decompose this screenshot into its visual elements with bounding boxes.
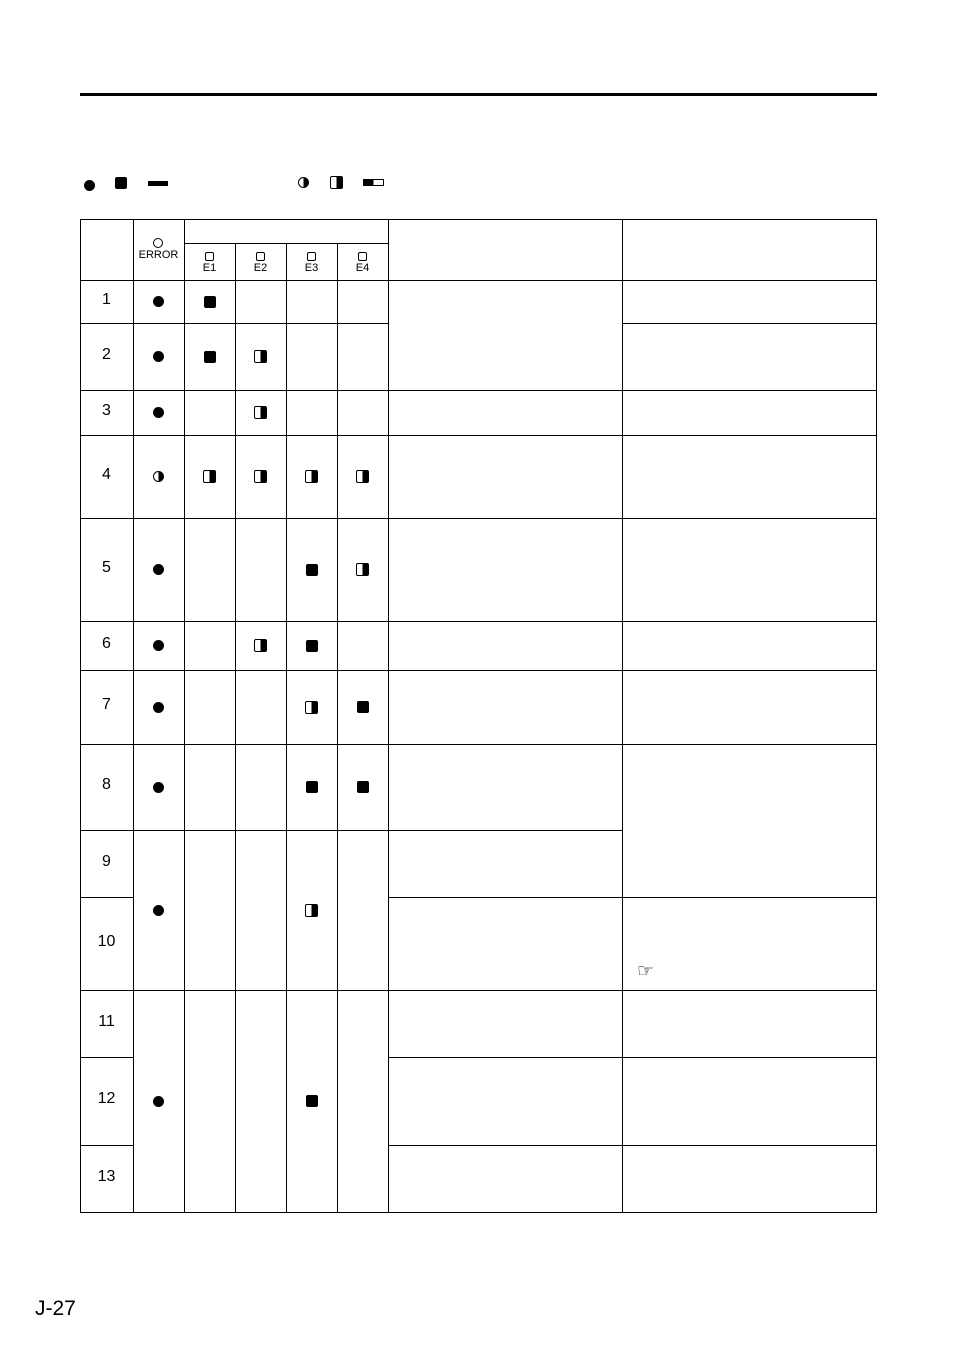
flashing-square-icon <box>254 406 267 419</box>
column-rule <box>622 219 623 1213</box>
row-rule <box>388 670 623 671</box>
lit-square-icon <box>204 351 216 363</box>
lit-square-icon <box>306 781 318 793</box>
indicator-cell <box>337 435 388 518</box>
row-rule <box>388 435 623 436</box>
row-number: 9 <box>102 852 111 870</box>
row-rule <box>622 744 877 745</box>
indicator-cell <box>286 670 337 744</box>
lit-square-icon <box>306 1095 318 1107</box>
error-header-stack <box>139 238 179 261</box>
row-rule <box>622 280 877 281</box>
flashing-square-icon <box>254 350 267 363</box>
row-rule <box>622 621 877 622</box>
lit-circle-icon <box>153 905 164 916</box>
row-rule <box>388 830 623 831</box>
lit-circle-icon <box>153 407 164 418</box>
row-rule <box>388 1057 623 1058</box>
lit-square-icon <box>306 564 318 576</box>
indicator-cell <box>235 435 286 518</box>
error-indicator-table <box>80 219 877 1213</box>
row-rule <box>388 744 623 745</box>
lit-square-icon <box>115 177 127 189</box>
lit-circle-icon <box>153 1096 164 1107</box>
e-header-stack <box>305 252 318 274</box>
indicator-cell <box>133 518 184 621</box>
e1-header <box>184 246 235 280</box>
indicator-cell <box>235 390 286 435</box>
e2-header <box>235 246 286 280</box>
indicator-cell <box>184 280 235 323</box>
error-header <box>133 219 184 280</box>
lit-circle-icon <box>153 782 164 793</box>
indicator-cell <box>286 518 337 621</box>
row-number: 1 <box>102 290 111 308</box>
row-rule <box>80 219 877 220</box>
lit-circle-icon <box>153 640 164 651</box>
row-number: 4 <box>102 465 111 483</box>
row-rule <box>622 897 877 898</box>
flashing-square-icon <box>305 701 318 714</box>
e-label: E2 <box>253 262 268 274</box>
indicator-cell <box>184 323 235 390</box>
flashing-square-icon <box>305 904 318 917</box>
top-rule <box>80 93 877 96</box>
e-label: E3 <box>304 262 319 274</box>
indicator-cell <box>133 435 184 518</box>
error-label: ERROR <box>138 249 179 261</box>
lit-circle-icon <box>153 702 164 713</box>
row-rule <box>388 1145 623 1146</box>
error-lamp-icon <box>153 238 163 248</box>
indicator-cell <box>133 280 184 323</box>
row-number: 10 <box>97 932 116 950</box>
flashing-square-icon <box>330 176 343 189</box>
indicator-cell <box>286 990 337 1212</box>
indicator-cell <box>133 621 184 670</box>
row-rule <box>622 1145 877 1146</box>
e-lamp-icon <box>307 252 316 261</box>
row-rule <box>388 280 623 281</box>
row-number: 7 <box>102 696 111 713</box>
column-rule <box>876 219 877 1213</box>
flashing-square-icon <box>203 470 216 483</box>
e4-header <box>337 246 388 280</box>
flashing-square-icon <box>356 563 369 576</box>
e-lamp-icon <box>256 252 265 261</box>
indicator-cell <box>286 744 337 830</box>
e-label: E4 <box>355 262 370 274</box>
column-rule <box>388 219 389 1213</box>
indicator-cell <box>286 830 337 990</box>
row-rule <box>388 390 623 391</box>
row-number: 13 <box>97 1167 116 1185</box>
indicator-cell <box>133 990 184 1212</box>
indicator-legend <box>80 174 400 192</box>
flashing-square-icon <box>254 639 267 652</box>
indicator-cell <box>235 621 286 670</box>
page-number: J-27 <box>35 1297 76 1320</box>
lit-circle-icon <box>153 296 164 307</box>
row-rule <box>80 1212 877 1213</box>
indicator-cell <box>286 621 337 670</box>
lit-square-icon <box>306 640 318 652</box>
e3-header <box>286 246 337 280</box>
row-number: 11 <box>98 1012 115 1030</box>
row-number: 2 <box>102 345 111 363</box>
row-rule <box>622 435 877 436</box>
lit-bar-icon <box>148 181 168 186</box>
flashing-square-icon <box>356 470 369 483</box>
row-rule <box>622 1057 877 1058</box>
lit-square-icon <box>204 296 216 308</box>
row-number: 8 <box>102 776 111 793</box>
lit-circle-icon <box>84 180 95 191</box>
row-number: 12 <box>97 1090 116 1107</box>
e-header-stack <box>356 252 369 274</box>
e-lamp-icon <box>358 252 367 261</box>
indicator-cell <box>133 830 184 990</box>
row-number: 3 <box>102 401 111 419</box>
flashing-square-icon <box>254 470 267 483</box>
indicator-cell <box>337 744 388 830</box>
indicator-cell <box>184 435 235 518</box>
indicator-cell <box>133 670 184 744</box>
row-rule <box>622 323 877 324</box>
lit-circle-icon <box>153 351 164 362</box>
row-rule <box>388 518 623 519</box>
flashing-circle-icon <box>153 471 164 482</box>
row-rule <box>388 897 623 898</box>
row-rule <box>388 990 623 991</box>
row-number: 6 <box>102 634 111 652</box>
pointing-hand-icon: ☞ <box>637 961 655 982</box>
indicator-cell <box>337 518 388 621</box>
e-lamp-icon <box>205 252 214 261</box>
indicator-cell <box>235 323 286 390</box>
flashing-square-icon <box>305 470 318 483</box>
row-rule <box>622 518 877 519</box>
row-number: 5 <box>102 558 111 576</box>
indicator-cell <box>337 670 388 744</box>
lit-circle-icon <box>153 564 164 575</box>
indicator-cell <box>133 390 184 435</box>
flashing-circle-icon <box>298 177 309 188</box>
row-rule <box>622 990 877 991</box>
row-rule <box>388 621 623 622</box>
lit-square-icon <box>357 781 369 793</box>
row-rule <box>622 670 877 671</box>
e-label: E1 <box>202 262 217 274</box>
flashing-bar-icon <box>363 179 384 186</box>
row-rule <box>622 390 877 391</box>
lit-square-icon <box>357 701 369 713</box>
indicator-cell <box>133 323 184 390</box>
indicator-cell <box>133 744 184 830</box>
indicator-cell <box>286 435 337 518</box>
e-header-stack <box>203 252 216 274</box>
e-header-stack <box>254 252 267 274</box>
